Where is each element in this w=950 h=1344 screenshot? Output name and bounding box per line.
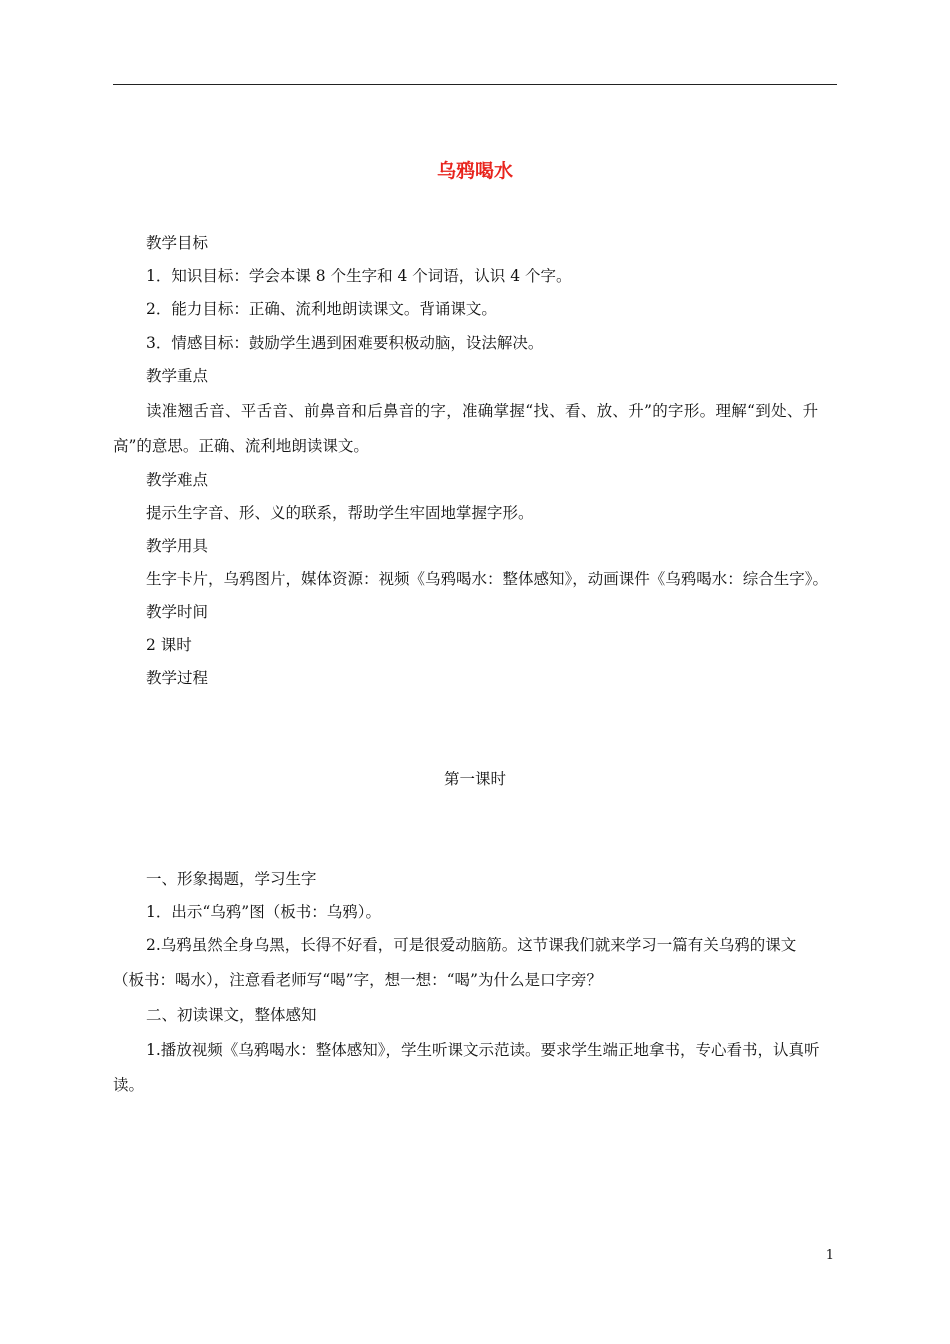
paragraph-2-line-1: 2.乌鸦虽然全身乌黑，长得不好看，可是很爱动脑筋。这节课我们就来学习一篇有关乌鸦的课文	[146, 936, 797, 954]
paragraph-1: 1．出示“乌鸦”图（板书：乌鸦）。	[146, 903, 381, 921]
paragraph-3-line-2: 读。	[113, 1076, 145, 1094]
part-2-heading: 二、初读课文，整体感知	[146, 1006, 317, 1024]
difficulty-text: 提示生字音、形、义的联系，帮助学生牢固地掌握字形。	[146, 504, 534, 522]
tools-heading: 教学用具	[146, 537, 209, 555]
goal-1: 1．知识目标：学会本课 8 个生字和 4 个词语，认识 4 个字。	[146, 267, 572, 285]
tools-text: 生字卡片，乌鸦图片，媒体资源：视频《乌鸦喝水：整体感知》，动画课件《乌鸦喝水：综合生字》。	[146, 570, 829, 588]
process-heading: 教学过程	[146, 669, 209, 687]
time-heading: 教学时间	[146, 603, 209, 621]
key-points-line-1: 读准翘舌音、平舌音、前鼻音和后鼻音的字，准确掌握“找、看、放、升”的字形。理解“到处、升	[146, 402, 819, 420]
difficulty-heading: 教学难点	[146, 471, 209, 489]
part-1-heading: 一、形象揭题，学习生字	[146, 870, 317, 888]
paragraph-2-line-2: （板书：喝水），注意看老师写“喝”字，想一想：“喝”为什么是口字旁？	[113, 971, 602, 989]
goals-heading: 教学目标	[146, 234, 209, 252]
document-title: 乌鸦喝水	[436, 160, 513, 182]
paragraph-3-line-1: 1.播放视频《乌鸦喝水：整体感知》，学生听课文示范读。要求学生端正地拿书，专心看书，认真听	[146, 1041, 820, 1059]
goal-2: 2．能力目标：正确、流利地朗读课文。背诵课文。	[146, 300, 497, 318]
key-points-line-2: 高”的意思。正确、流利地朗读课文。	[113, 437, 369, 455]
lesson-title: 第一课时	[443, 770, 506, 788]
goal-3: 3．情感目标：鼓励学生遇到困难要积极动脑，设法解决。	[146, 334, 544, 352]
key-points-heading: 教学重点	[146, 367, 209, 385]
page-number: 1	[825, 1248, 834, 1263]
time-text: 2 课时	[146, 636, 192, 654]
header-rule	[113, 84, 837, 85]
